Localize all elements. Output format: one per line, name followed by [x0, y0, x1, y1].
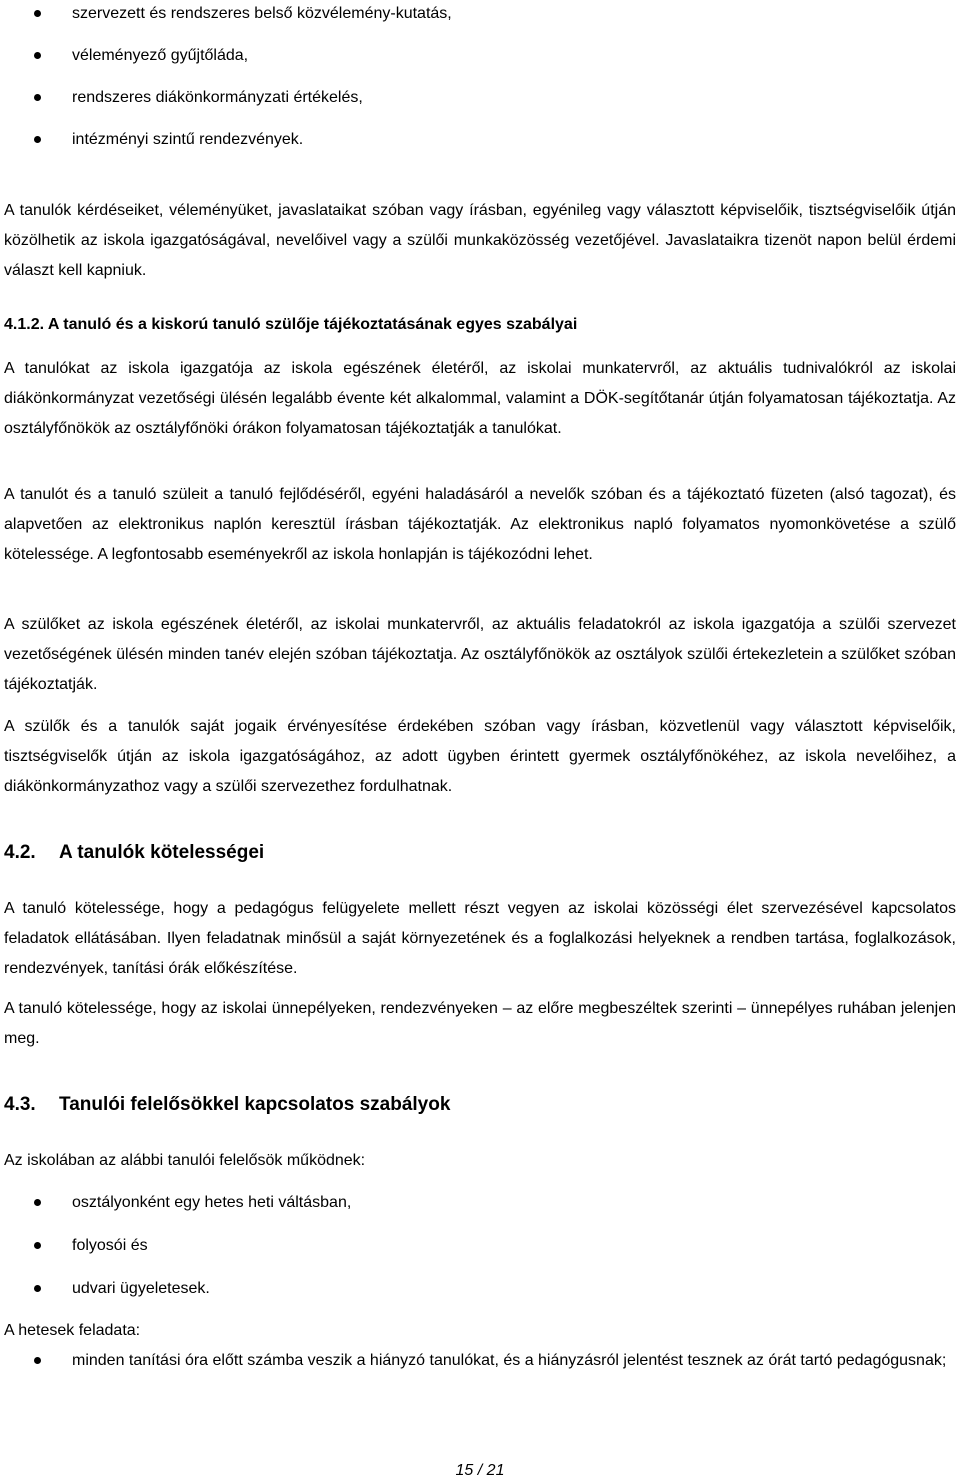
- paragraph-rights-enforcement: A szülők és a tanulók saját jogaik érvényesítése érdekében szóban vagy írásban, közvetlenül vagy választott képviselőik, tisztségviselők útján az iskola igazgatóságához, az adott ügyben érintett gyermek osztályfőnökéhez, az iskola nevelőihez, a diákönkormányzathoz vagy a szülői szervezethez fordulhatnak.: [4, 718, 956, 795]
- section-title: A tanulók kötelességei: [59, 842, 265, 863]
- paragraph-student-information: A tanulókat az iskola igazgatója az iskola egészének életéről, az iskolai munkatervről, az aktuális tudnivalókról az iskolai diákönkormányzat vezetőségi ülésén legalább évente két alkalommal, valamint a DÖK-segítőtanár útján folyamatosan tájékoztatja. Az osztályfőnökök az osztályfőnöki órákon folyamatosan tájékoztatják a tanulókat.: [4, 360, 956, 437]
- paragraph-duty-intro: A hetesek feladata:: [4, 1322, 141, 1339]
- list-item: intézményi szintű rendezvények.: [0, 125, 960, 167]
- section-heading-4-1-2: 4.1.2. A tanuló és a kiskorú tanuló szülője tájékoztatásának egyes szabályai: [4, 316, 578, 333]
- bullet-icon: [34, 10, 41, 17]
- bullet-icon: [34, 94, 41, 101]
- section-heading-4-3: [4, 1090, 450, 1120]
- section-number: 4.2.: [4, 842, 36, 863]
- list-item: udvari ügyeletesek.: [0, 1274, 960, 1317]
- list-item: folyosói és: [0, 1231, 960, 1274]
- bullet-list-duties: [0, 1346, 960, 1376]
- paragraph-student-proposals: A tanulók kérdéseiket, véleményüket, javaslataikat szóban vagy írásban, egyénileg vagy választott képviselőik, tisztségviselőik útján közölhetik az iskola igazgatóságával, nevelőivel vagy a szülői munkaközösség vezetőjével. Javaslataikra tizenöt napon belül érdemi választ kell kapniuk.: [4, 202, 956, 279]
- bullet-icon: [34, 136, 41, 143]
- list-item: osztályonként egy hetes heti váltásban,: [0, 1188, 960, 1231]
- bullet-list-responsibles: [0, 1188, 960, 1317]
- section-title: Tanulói felelősökkel kapcsolatos szabályok: [59, 1094, 451, 1115]
- section-heading-4-2: [4, 838, 264, 868]
- paragraph-parent-information: A szülőket az iskola egészének életéről, az iskolai munkatervről, az aktuális feladatokról az iskola igazgatója a szülői szervezet vezetőségének ülésén minden tanév elején szóban tájékoztatja. Az osztályfőnökök az osztályok szülői értekezletein a szülőket szóban tájékoztatják.: [4, 616, 956, 693]
- list-item: minden tanítási óra előtt számba veszik a hiányzó tanulókat, és a hiányzásról jelentést tesznek az órát tartó pedagógusnak;: [0, 1346, 960, 1376]
- paragraph-ceremonial-dress: A tanuló kötelessége, hogy az iskolai ünnepélyeken, rendezvényeken – az előre megbeszéltek szerinti – ünnepélyes ruhában jelenjen meg.: [4, 1000, 956, 1047]
- list-item: szervezett és rendszeres belső közvélemény-kutatás,: [0, 0, 960, 41]
- bullet-list-forums: [0, 0, 960, 167]
- paragraph-responsibles-intro: Az iskolában az alábbi tanulói felelősök működnek:: [4, 1152, 366, 1169]
- bullet-icon: [34, 52, 41, 59]
- list-item: rendszeres diákönkormányzati értékelés,: [0, 83, 960, 125]
- bullet-icon: [34, 1357, 41, 1364]
- list-item: véleményező gyűjtőláda,: [0, 41, 960, 83]
- bullet-icon: [34, 1199, 41, 1206]
- page-number: 15 / 21: [455, 1462, 505, 1479]
- bullet-icon: [34, 1242, 41, 1249]
- paragraph-parent-student-information: A tanulót és a tanuló szüleit a tanuló fejlődéséről, egyéni haladásáról a nevelők szóban és a tájékoztató füzeten (alsó tagozat), és alapvetően az elektronikus naplón keresztül írásban tájékoztatják. Az elektronikus napló folyamatos nyomonkövetése a szülő kötelessége. A legfontosabb eseményekről az iskola honlapján is tájékozódni lehet.: [4, 486, 956, 563]
- bullet-icon: [34, 1285, 41, 1292]
- paragraph-student-duties: A tanuló kötelessége, hogy a pedagógus felügyelete mellett részt vegyen az iskolai közösségi élet szervezésével kapcsolatos feladatok ellátásában. Ilyen feladatnak minősül a saját környezetének és a foglalkozási helyeknek a rendben tartása, foglalkozások, rendezvények, tanítási órák előkészítése.: [4, 900, 956, 977]
- section-number: 4.3.: [4, 1094, 36, 1115]
